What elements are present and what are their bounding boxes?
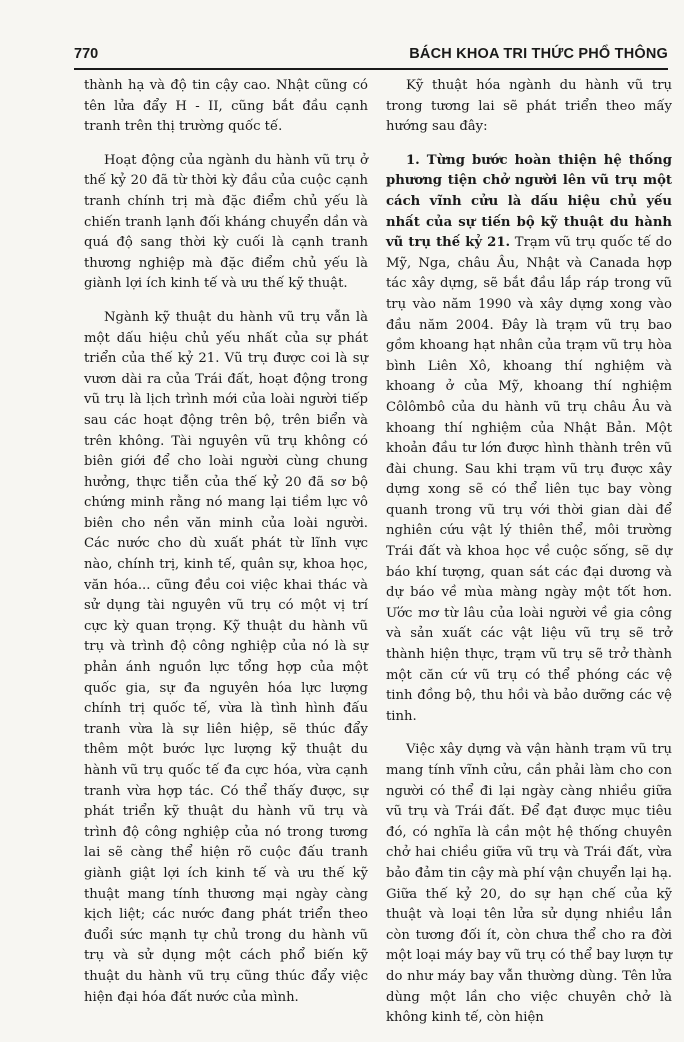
paragraph: Hoạt động của ngành du hành vũ trụ ở thế kỷ 20 đã từ thời kỳ đầu của cuộc cạnh tranh chính trị mà đặc điểm chủ yếu là chiến tranh lạnh đối kháng chuyển dần và quá độ sang thời kỳ cuối là cạnh tranh thương nghiệp mà đặc điểm chủ yếu là giành lợi ích kinh tế và ưu thế kỹ thuật. xyxy=(84,152,368,292)
paragraph xyxy=(386,151,672,728)
paragraph: Kỹ thuật hóa ngành du hành vũ trụ trong tương lai sẽ phát triển theo mấy hướng sau đây: xyxy=(386,78,672,135)
section-heading: 1. Từng bước hoàn thiện hệ thống phương tiện chở người lên vũ trụ một cách vĩnh cửu là dấu hiệu chủ yếu nhất của sự tiến bộ kỹ thuật du hành vũ trụ thế kỷ 21. xyxy=(386,152,672,251)
paragraph-body: Trạm vũ trụ quốc tế do Mỹ, Nga, châu Âu, Nhật và Canada hợp tác xây dựng, sẽ bắt đầu lắp ráp trong vũ trụ vào năm 1990 và xây dựng xong vào đầu năm 2004. Đây là trạm vũ trụ bao gồm khoang hạt nhân của trạm vũ trụ hòa bình Liên Xô, khoang thí nghiệm và khoang ở của Mỹ, khoang thí nghiệm Côlômbô của du hành vũ trụ châu Âu và khoang thí nghiệm của Nhật Bản. Một khoản đầu tư lớn được hình thành trên vũ đài chung. Sau khi trạm vũ trụ được xây dựng xong sẽ có thể liên tục bay vòng quanh trong vũ trụ với thời gian dài để nghiên cứu vật lý thiên thể, môi trường Trái đất và khoa học về cuộc sống, sẽ dự báo khí tượng, quan sát các đại dương và dự báo về mùa màng ngày một tốt hơn. Ước mơ từ lâu của loài người về gia công và sản xuất các vật liệu vũ trụ sẽ trở thành hiện thực, trạm vũ trụ sẽ trở thành một căn cứ vũ trụ có thể phóng các vệ tinh đồng bộ, thu hồi và bảo dưỡng các vệ tinh. xyxy=(386,235,672,724)
paragraph: Ngành kỹ thuật du hành vũ trụ vẫn là một dấu hiệu chủ yếu nhất của sự phát triển của thế kỷ 21. Vũ trụ được coi là sự vươn dài ra của Trái đất, hoạt động trong vũ trụ là lịch trình mới của loài người tiếp sau các hoạt động trên bộ, trên biển và trên không. Tài nguyên vũ trụ không có biên giới để cho loài người cùng chung hưởng, thực tiễn của thế kỷ 20 đã sơ bộ chứng minh rằng nó mang lại tiềm lực vô biên cho nền văn minh của loài người. Các nước cho dù xuất phát từ lĩnh vực nào, chính trị, kinh tế, quân sự, khoa học, văn hóa... cũng đều coi việc khai thác và sử dụng tài nguyên vũ trụ có một vị trí cực kỳ quan trọng. Kỹ thuật du hành vũ trụ và trình độ công nghiệp của nó là sự phản ánh nguồn lực tổng hợp của một quốc gia, sự đa nguyên hóa lực lượng chính trị quốc tế, vừa là tình hình đấu tranh vừa là sự liên hiệp, sẽ thúc đẩy thêm một bước lực lượng kỹ thuật du hành vũ trụ quốc tế đa cực hóa, vừa cạnh tranh vừa hợp tác. Có thể thấy được, sự phát triển kỹ thuật du hành vũ trụ và trình độ công nghiệp của nó trong tương lai sẽ càng thể hiện rõ cuộc đấu tranh giành giật lợi ích kinh tế và ưu thế kỹ thuật mang tính thương mại ngày càng kịch liệt; các nước đang phát triển theo đuổi sức mạnh tự chủ trong du hành vũ trụ và sử dụng một cách phổ biến kỹ thuật du hành vũ trụ cũng thúc đẩy việc hiện đại hóa đất nước của mình. xyxy=(84,309,368,1005)
right-column xyxy=(386,76,672,1042)
paragraph: Việc xây dựng và vận hành trạm vũ trụ mang tính vĩnh cửu, cần phải làm cho con người có thể đi lại ngày càng nhiều giữa vũ trụ và Trái đất. Để đạt được mục tiêu đó, có nghĩa là cần một hệ thống chuyên chở hai chiều giữa vũ trụ và Trái đất, vừa bảo đảm tin cậy mà phí vận chuyển lại hạ. Giữa thế kỷ 20, do sự hạn chế của kỹ thuật và loại tên lửa sử dụng nhiều lần còn tương đối ít, còn chưa thể cho ra đời một loại máy bay vũ trụ có thể bay lượn tự do như máy bay vẫn thường dùng. Tên lửa dùng một lần cho việc chuyên chở là không kinh tế, còn hiện xyxy=(386,742,672,1026)
page-number: 770 xyxy=(74,46,99,62)
page-header xyxy=(74,40,668,70)
left-column xyxy=(84,76,368,1021)
running-title: BÁCH KHOA TRI THỨC PHỔ THÔNG xyxy=(409,46,668,62)
paragraph: thành hạ và độ tin cậy cao. Nhật cũng có tên lửa đẩy H - II, cũng bắt đầu cạnh tranh trên thị trường quốc tế. xyxy=(84,78,368,135)
